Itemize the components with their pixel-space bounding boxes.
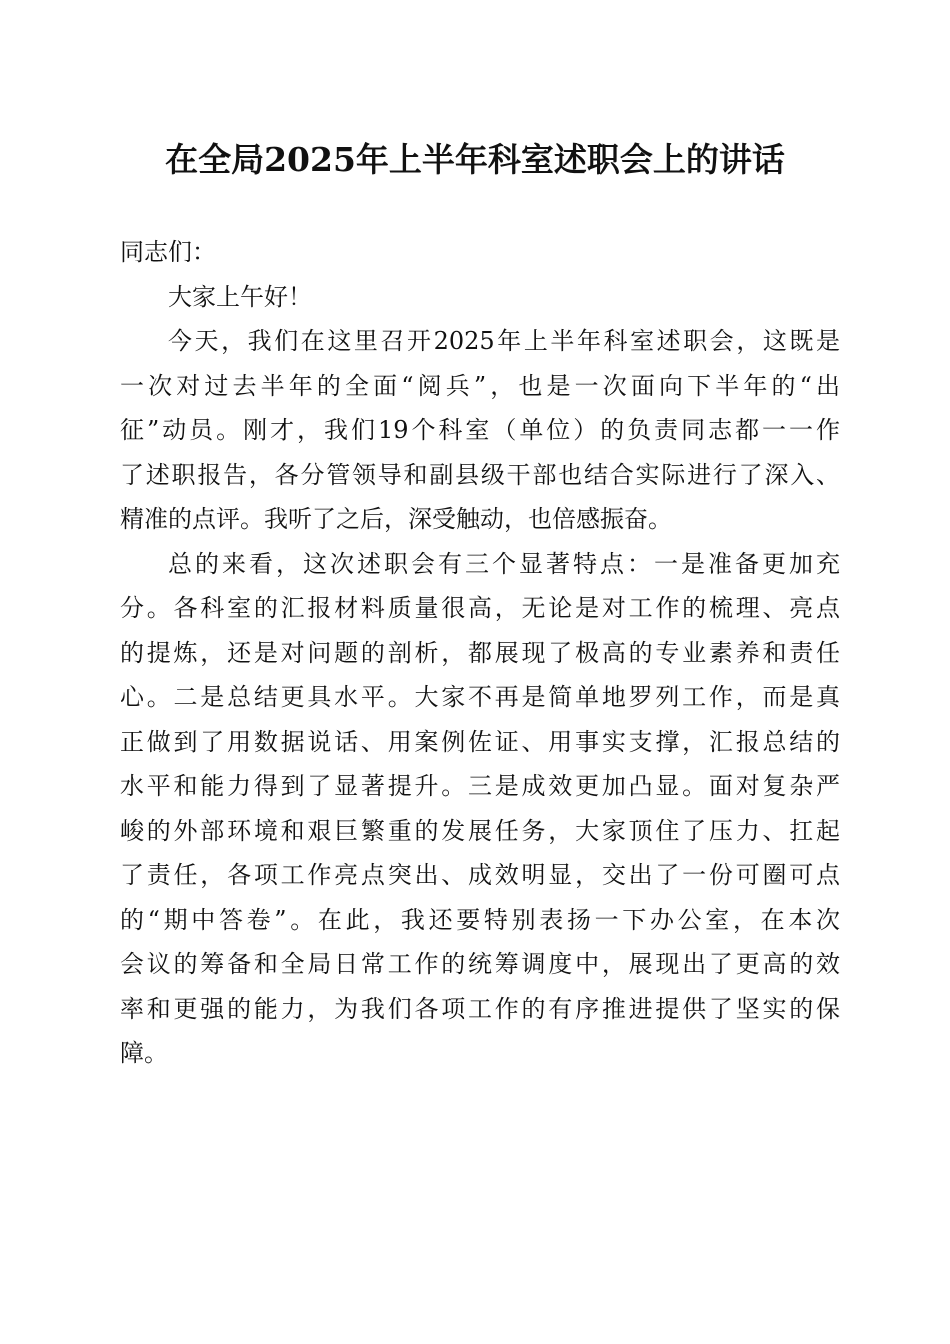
paragraph-line: 了述职报告，各分管领导和副县级干部也结合实际进行了深入、 [120,460,840,489]
paragraph-line: 精准的点评。我听了之后，深受触动，也倍感振奋。 [120,505,672,533]
paragraph-line: 峻的外部环境和艰巨繁重的发展任务，大家顶住了压力、扛起 [120,816,840,845]
paragraph-line: 障。 [120,1039,168,1067]
document-body [120,230,840,1076]
paragraph-line: 一次对过去半年的全面“阅兵”，也是一次面向下半年的“出 [120,371,840,400]
paragraph-line: 今天，我们在这里召开2025年上半年科室述职会，这既是 [168,327,840,355]
paragraph-line: 水平和能力得到了显著提升。三是成效更加凸显。面对复杂严 [120,772,840,800]
paragraph-line: 征”动员。刚才，我们19个科室（单位）的负责同志都一一作 [120,416,840,444]
paragraph-line: 的“期中答卷”。在此，我还要特别表扬一下办公室，在本次 [120,905,840,934]
paragraph-line: 总的来看，这次述职会有三个显著特点：一是准备更加充 [168,549,840,578]
paragraph-line: 会议的筹备和全局日常工作的统筹调度中，展现出了更高的效 [120,950,840,978]
paragraph-line: 正做到了用数据说话、用案例佐证、用事实支撑，汇报总结的 [120,727,840,756]
paragraph-2 [120,542,840,1076]
greeting: 大家上午好！ [168,282,312,311]
paragraph-line: 了责任，各项工作亮点突出、成效明显，交出了一份可圈可点 [120,861,840,889]
paragraph-line: 心。二是总结更具水平。大家不再是简单地罗列工作，而是真 [120,683,840,711]
salutation: 同志们： [120,238,216,266]
paragraph-line: 的提炼，还是对问题的剖析，都展现了极高的专业素养和责任 [120,638,840,667]
paragraph-1 [120,319,840,542]
document-title: 在全局2025年上半年科室述职会上的讲话 [165,140,785,179]
paragraph-line: 率和更强的能力，为我们各项工作的有序推进提供了坚实的保 [120,994,840,1023]
paragraph-line: 分。各科室的汇报材料质量很高，无论是对工作的梳理、亮点 [120,594,840,622]
